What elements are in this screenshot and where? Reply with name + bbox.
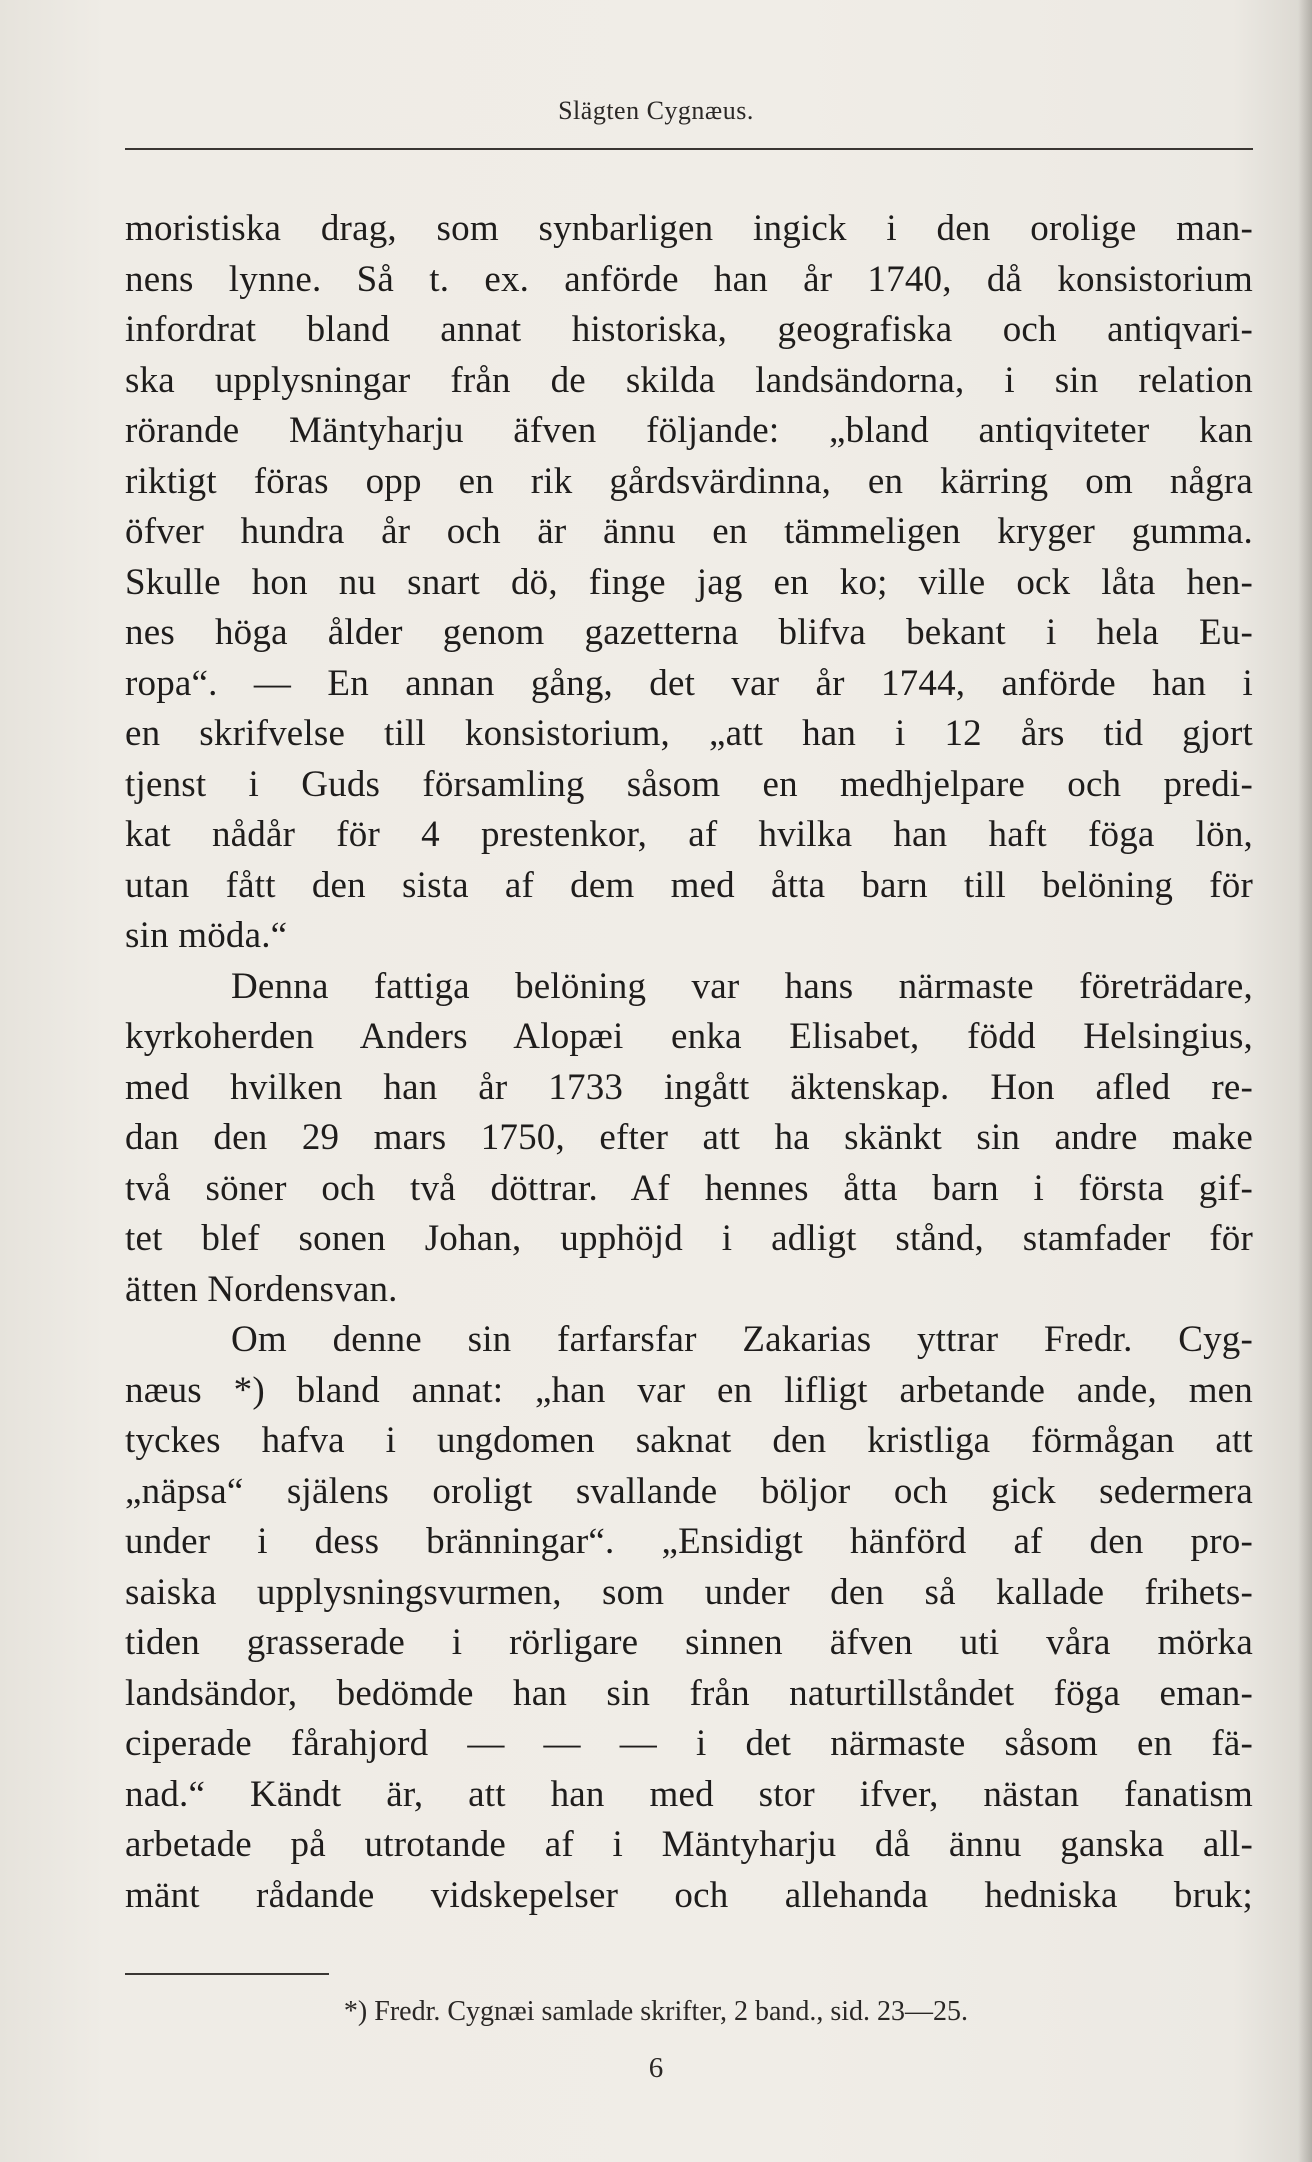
text-line: öfver hundra år och är ännu en tämmeligen kryger gumma. <box>125 511 1253 552</box>
text-line: saiska upplysningsvurmen, som under den så kallade frihets- <box>125 1571 1253 1613</box>
text-line: två söner och två döttrar. Af hennes åtta barn i första gif- <box>125 1167 1253 1209</box>
text-line: arbetade på utrotande af i Mäntyharju då ännu ganska all- <box>125 1824 1253 1865</box>
paragraph-start-line: Denna fattiga belöning var hans närmaste företrädare, <box>231 965 1253 1007</box>
page-number: 6 <box>648 2052 664 2084</box>
text-line: tyckes hafva i ungdomen saknat den kristliga förmågan att <box>125 1420 1253 1461</box>
text-line: ropa“. — En annan gång, det var år 1744, anförde han i <box>125 662 1253 704</box>
text-line: utan fått den sista af dem med åtta barn till belöning för <box>125 864 1253 906</box>
body-text <box>125 204 1253 1921</box>
text-line: nad.“ Kändt är, att han med stor ifver, nästan fanatism <box>125 1773 1253 1815</box>
footnote: *) Fredr. Cygnæi samlade skrifter, 2 band., sid. 23—25. <box>343 1996 969 2027</box>
text-line: riktigt föras opp en rik gårdsvärdinna, en kärring om några <box>125 460 1253 502</box>
text-line: kyrkoherden Anders Alopæi enka Elisabet, född Helsingius, <box>125 1016 1253 1057</box>
text-line: nes höga ålder genom gazetterna blifva bekant i hela Eu- <box>125 612 1253 653</box>
text-line: under i dess bränningar“. „Ensidigt hänförd af den pro- <box>125 1521 1253 1562</box>
footnote-rule <box>125 1973 329 1975</box>
text-line: „näpsa“ själens oroligt svallande böljor och gick sedermera <box>125 1470 1253 1512</box>
text-line: næus *) bland annat: „han var en lifligt arbetande ande, men <box>125 1369 1253 1411</box>
page-edge-shadow <box>1298 0 1312 2162</box>
text-line: tet blef sonen Johan, upphöjd i adligt stånd, stamfader för <box>125 1218 1253 1259</box>
header-rule <box>125 148 1253 150</box>
text-line: landsändor, bedömde han sin från naturtillståndet föga eman- <box>125 1672 1253 1714</box>
text-line: Skulle hon nu snart dö, finge jag en ko; ville ock låta hen- <box>125 561 1253 603</box>
text-line: infordrat bland annat historiska, geografiska och antiqvari- <box>125 309 1253 350</box>
text-line: ciperade fårahjord — — — i det närmaste såsom en fä- <box>125 1723 1253 1764</box>
text-line: ätten Nordensvan. <box>125 1268 398 1310</box>
text-line: med hvilken han år 1733 ingått äktenskap. Hon afled re- <box>125 1066 1253 1108</box>
text-line: kat nådår för 4 prestenkor, af hvilka han haft föga lön, <box>125 814 1253 855</box>
running-head: Slägten Cygnæus. <box>558 96 754 125</box>
text-line: en skrifvelse till konsistorium, „att han i 12 års tid gjort <box>125 713 1253 754</box>
text-line: tjenst i Guds församling såsom en medhjelpare och predi- <box>125 763 1253 805</box>
paragraph-start-line: Om denne sin farfarsfar Zakarias yttrar Fredr. Cyg- <box>231 1319 1253 1360</box>
text-line: nens lynne. Så t. ex. anförde han år 1740, då konsistorium <box>125 258 1253 300</box>
text-line: sin möda.“ <box>125 915 288 956</box>
text-line: moristiska drag, som synbarligen ingick i den orolige man- <box>125 208 1253 249</box>
text-line: ska upplysningar från de skilda landsändorna, i sin relation <box>125 359 1253 401</box>
text-line: rörande Mäntyharju äfven följande: „bland antiqviteter kan <box>125 410 1253 451</box>
text-line: dan den 29 mars 1750, efter att ha skänkt sin andre make <box>125 1117 1253 1158</box>
text-line: tiden grasserade i rörligare sinnen äfven uti våra mörka <box>125 1622 1253 1663</box>
text-line: mänt rådande vidskepelser och allehanda hedniska bruk; <box>125 1874 1253 1916</box>
